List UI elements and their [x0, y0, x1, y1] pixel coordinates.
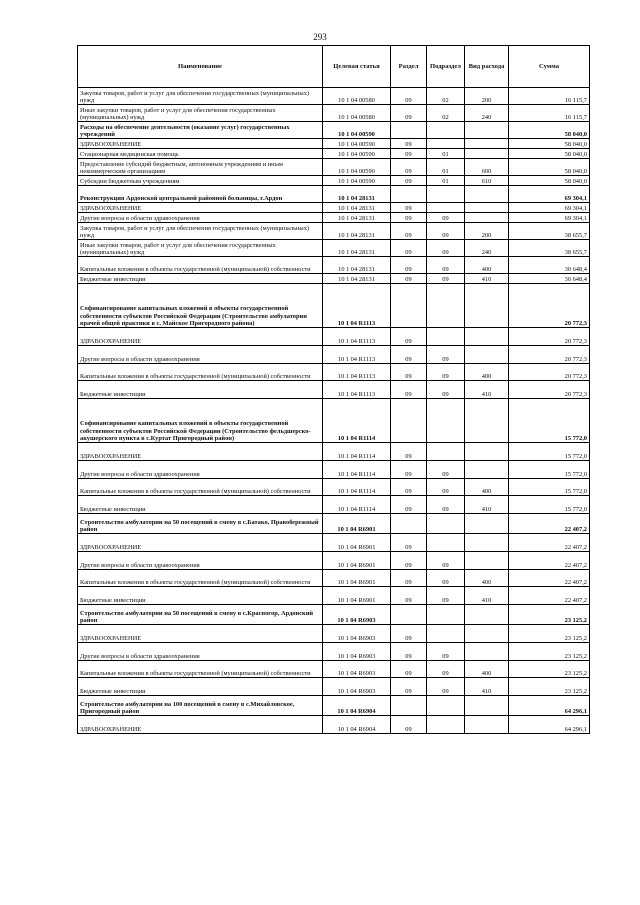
row-sum: 23 125,2 [509, 678, 590, 696]
table-row [78, 105, 590, 122]
table-row [78, 223, 590, 240]
row-target-article: 10 1 04 28131 [323, 203, 391, 213]
column-header-sum: Сумма [509, 46, 590, 88]
row-subsection: 09 [427, 364, 465, 381]
row-sum: 15 772,0 [509, 399, 590, 443]
table-row [78, 479, 590, 496]
row-name: Капитальные вложения в объекты государственной (муниципальной) собственности [78, 364, 323, 381]
column-header-target-article: Целевая статья [323, 46, 391, 88]
row-expense-type [465, 399, 509, 443]
row-name: Капитальные вложения в объекты государственной (муниципальной) собственности [78, 661, 323, 678]
row-sum: 16 115,7 [509, 88, 590, 105]
row-expense-type [465, 284, 509, 328]
table-row [78, 552, 590, 570]
row-name: Капитальные вложения в объекты государственной (муниципальной) собственности [78, 570, 323, 587]
row-section: 09 [391, 139, 427, 149]
row-target-article: 10 1 04 R1113 [323, 346, 391, 364]
row-subsection [427, 696, 465, 716]
row-target-article: 10 1 04 R6904 [323, 716, 391, 734]
row-expense-type: 240 [465, 240, 509, 257]
table-row [78, 139, 590, 149]
row-target-article: 10 1 04 R1114 [323, 496, 391, 514]
table-row [78, 159, 590, 176]
row-section [391, 605, 427, 625]
row-name: ЗДРАВООХРАНЕНИЕ [78, 139, 323, 149]
table-row [78, 176, 590, 186]
row-target-article: 10 1 04 00590 [323, 122, 391, 139]
row-name: Строительство амбулатории на 50 посещений в смену в с.Батако, Правобережный район [78, 514, 323, 534]
row-subsection: 09 [427, 346, 465, 364]
row-sum: 22 407,2 [509, 570, 590, 587]
row-name: ЗДРАВООХРАНЕНИЕ [78, 716, 323, 734]
row-target-article: 10 1 04 28131 [323, 186, 391, 203]
row-section: 09 [391, 661, 427, 678]
row-section: 09 [391, 364, 427, 381]
row-target-article: 10 1 04 R1113 [323, 284, 391, 328]
row-expense-type: 400 [465, 661, 509, 678]
row-expense-type: 400 [465, 570, 509, 587]
row-expense-type [465, 534, 509, 552]
row-subsection [427, 534, 465, 552]
row-section: 09 [391, 479, 427, 496]
row-target-article: 10 1 04 R1113 [323, 381, 391, 399]
row-section: 09 [391, 496, 427, 514]
row-name: Бюджетные инвестиции [78, 381, 323, 399]
row-target-article: 10 1 04 R6903 [323, 643, 391, 661]
row-expense-type: 410 [465, 678, 509, 696]
row-expense-type: 410 [465, 587, 509, 605]
row-subsection [427, 284, 465, 328]
row-section: 09 [391, 570, 427, 587]
row-sum: 23 125,2 [509, 625, 590, 643]
row-subsection: 09 [427, 223, 465, 240]
row-expense-type [465, 328, 509, 346]
row-subsection [427, 625, 465, 643]
row-name: Другие вопросы в области здравоохранения [78, 643, 323, 661]
row-subsection [427, 203, 465, 213]
row-expense-type: 410 [465, 496, 509, 514]
row-expense-type [465, 213, 509, 223]
row-expense-type [465, 514, 509, 534]
row-expense-type [465, 716, 509, 734]
row-expense-type [465, 186, 509, 203]
row-sum: 30 648,4 [509, 274, 590, 284]
row-sum: 23 125,2 [509, 605, 590, 625]
row-expense-type [465, 203, 509, 213]
row-subsection: 09 [427, 257, 465, 274]
row-target-article: 10 1 04 R1113 [323, 328, 391, 346]
table-row [78, 203, 590, 213]
row-section: 09 [391, 274, 427, 284]
row-target-article: 10 1 04 R6903 [323, 625, 391, 643]
row-name: Закупка товаров, работ и услуг для обеспечения государственных (муниципальных) нужд [78, 223, 323, 240]
table-row [78, 625, 590, 643]
row-target-article: 10 1 04 00590 [323, 159, 391, 176]
row-section [391, 399, 427, 443]
row-section: 09 [391, 381, 427, 399]
row-target-article: 10 1 04 R1114 [323, 399, 391, 443]
row-section: 09 [391, 534, 427, 552]
row-name: ЗДРАВООХРАНЕНИЕ [78, 203, 323, 213]
row-name: Другие вопросы в области здравоохранения [78, 552, 323, 570]
row-name: Реконструкция Ардонской центральной районной больницы, г.Ардон [78, 186, 323, 203]
row-target-article: 10 1 04 R1114 [323, 479, 391, 496]
row-target-article: 10 1 04 R1113 [323, 364, 391, 381]
row-name: ЗДРАВООХРАНЕНИЕ [78, 534, 323, 552]
row-section: 09 [391, 88, 427, 105]
row-sum: 64 296,1 [509, 716, 590, 734]
row-expense-type [465, 643, 509, 661]
row-name: ЗДРАВООХРАНЕНИЕ [78, 625, 323, 643]
row-target-article: 10 1 04 R1114 [323, 461, 391, 479]
row-name: Субсидии бюджетным учреждениям [78, 176, 323, 186]
row-target-article: 10 1 04 00580 [323, 105, 391, 122]
row-expense-type: 410 [465, 381, 509, 399]
row-subsection [427, 605, 465, 625]
row-sum: 58 040,0 [509, 149, 590, 159]
row-sum: 15 772,0 [509, 443, 590, 461]
row-subsection: 09 [427, 240, 465, 257]
row-sum: 20 772,3 [509, 381, 590, 399]
row-target-article: 10 1 04 00590 [323, 139, 391, 149]
row-sum: 64 296,1 [509, 696, 590, 716]
row-section: 09 [391, 643, 427, 661]
row-name: Другие вопросы в области здравоохранения [78, 213, 323, 223]
page-number: 293 [313, 32, 327, 42]
row-section: 09 [391, 105, 427, 122]
row-subsection [427, 186, 465, 203]
row-target-article: 10 1 04 28131 [323, 213, 391, 223]
row-target-article: 10 1 04 00580 [323, 88, 391, 105]
row-sum: 22 407,2 [509, 587, 590, 605]
row-section: 09 [391, 625, 427, 643]
row-subsection [427, 122, 465, 139]
row-name: Капитальные вложения в объекты государственной (муниципальной) собственности [78, 257, 323, 274]
row-section: 09 [391, 443, 427, 461]
column-header-name: Наименование [78, 46, 323, 88]
row-target-article: 10 1 04 R6901 [323, 570, 391, 587]
row-expense-type: 610 [465, 176, 509, 186]
row-subsection: 09 [427, 381, 465, 399]
row-sum: 15 772,0 [509, 479, 590, 496]
table-header-row [78, 46, 590, 88]
row-sum: 23 125,2 [509, 643, 590, 661]
table-row [78, 381, 590, 399]
row-section: 09 [391, 346, 427, 364]
row-expense-type [465, 696, 509, 716]
row-sum: 38 655,7 [509, 223, 590, 240]
row-expense-type: 240 [465, 105, 509, 122]
row-sum: 69 304,1 [509, 186, 590, 203]
row-sum: 30 648,4 [509, 257, 590, 274]
row-name: Другие вопросы в области здравоохранения [78, 461, 323, 479]
table-row [78, 716, 590, 734]
row-name: Капитальные вложения в объекты государственной (муниципальной) собственности [78, 479, 323, 496]
row-subsection: 02 [427, 105, 465, 122]
row-sum: 20 772,3 [509, 328, 590, 346]
row-section: 09 [391, 461, 427, 479]
row-name: ЗДРАВООХРАНЕНИЕ [78, 443, 323, 461]
row-target-article: 10 1 04 R6901 [323, 552, 391, 570]
row-subsection: 09 [427, 461, 465, 479]
row-subsection [427, 514, 465, 534]
row-section: 09 [391, 257, 427, 274]
row-subsection: 09 [427, 496, 465, 514]
row-subsection [427, 443, 465, 461]
row-name: Бюджетные инвестиции [78, 678, 323, 696]
row-sum: 22 407,2 [509, 514, 590, 534]
table-row [78, 88, 590, 105]
table-row [78, 570, 590, 587]
row-section: 09 [391, 240, 427, 257]
row-subsection: 02 [427, 88, 465, 105]
table-row [78, 346, 590, 364]
row-target-article: 10 1 04 R6903 [323, 661, 391, 678]
row-subsection: 01 [427, 159, 465, 176]
row-section [391, 284, 427, 328]
row-subsection: 09 [427, 570, 465, 587]
row-expense-type: 410 [465, 274, 509, 284]
table-row [78, 514, 590, 534]
row-sum: 22 407,2 [509, 534, 590, 552]
column-header-section: Раздел [391, 46, 427, 88]
column-header-subsection: Подраздел [427, 46, 465, 88]
row-section: 09 [391, 149, 427, 159]
table-row [78, 328, 590, 346]
row-name: Бюджетные инвестиции [78, 587, 323, 605]
row-expense-type: 400 [465, 257, 509, 274]
row-sum: 20 772,3 [509, 346, 590, 364]
row-subsection: 09 [427, 643, 465, 661]
row-subsection [427, 328, 465, 346]
row-sum: 58 040,0 [509, 159, 590, 176]
table-row [78, 443, 590, 461]
table-row [78, 213, 590, 223]
row-subsection: 09 [427, 678, 465, 696]
row-target-article: 10 1 04 R6904 [323, 696, 391, 716]
row-sum: 16 115,7 [509, 105, 590, 122]
row-sum: 20 772,3 [509, 284, 590, 328]
budget-table [77, 45, 590, 734]
row-target-article: 10 1 04 R1114 [323, 443, 391, 461]
row-target-article: 10 1 04 28131 [323, 257, 391, 274]
table-row [78, 496, 590, 514]
row-subsection: 09 [427, 552, 465, 570]
row-section: 09 [391, 203, 427, 213]
row-section: 09 [391, 159, 427, 176]
row-target-article: 10 1 04 R6901 [323, 514, 391, 534]
row-name: Стационарная медицинская помощь [78, 149, 323, 159]
table-row [78, 257, 590, 274]
row-expense-type: 400 [465, 364, 509, 381]
row-section: 09 [391, 552, 427, 570]
row-subsection: 09 [427, 213, 465, 223]
row-name: Строительство амбулатории на 50 посещений в смену в с.Красногор, Ардонский район [78, 605, 323, 625]
row-sum: 58 040,0 [509, 139, 590, 149]
row-section: 09 [391, 213, 427, 223]
row-name: Иные закупки товаров, работ и услуг для обеспечения государственных (муниципальных) нужд [78, 240, 323, 257]
row-section: 09 [391, 176, 427, 186]
row-subsection: 09 [427, 587, 465, 605]
table-row [78, 643, 590, 661]
row-target-article: 10 1 04 28131 [323, 240, 391, 257]
row-section [391, 186, 427, 203]
row-expense-type: 200 [465, 223, 509, 240]
row-subsection: 09 [427, 479, 465, 496]
row-name: Софинансирование капитальных вложений в объекты государственной собственности субъектов Российской Федерации (Строительство амбулатории врачей общей практики в с. Майское Пригородного района) [78, 284, 323, 328]
table-row [78, 678, 590, 696]
row-expense-type [465, 139, 509, 149]
row-target-article: 10 1 04 R6901 [323, 534, 391, 552]
row-section: 09 [391, 328, 427, 346]
row-subsection [427, 716, 465, 734]
row-sum: 15 772,0 [509, 496, 590, 514]
table-row [78, 661, 590, 678]
row-section [391, 122, 427, 139]
row-name: Расходы на обеспечение деятельности (оказание услуг) государственных учреждений [78, 122, 323, 139]
row-sum: 20 772,3 [509, 364, 590, 381]
row-name: Иные закупки товаров, работ и услуг для обеспечения государственных (муниципальных) нужд [78, 105, 323, 122]
row-expense-type: 600 [465, 159, 509, 176]
table-row [78, 587, 590, 605]
row-subsection: 01 [427, 149, 465, 159]
column-header-expense-type: Вид расхода [465, 46, 509, 88]
row-section: 09 [391, 223, 427, 240]
row-name: Бюджетные инвестиции [78, 496, 323, 514]
row-name: Закупка товаров, работ и услуг для обеспечения государственных (муниципальных) нужд [78, 88, 323, 105]
row-expense-type [465, 605, 509, 625]
table-row [78, 274, 590, 284]
row-subsection: 01 [427, 176, 465, 186]
row-section [391, 696, 427, 716]
row-sum: 58 040,0 [509, 176, 590, 186]
row-sum: 15 772,0 [509, 461, 590, 479]
table-row [78, 284, 590, 328]
row-name: Другие вопросы в области здравоохранения [78, 346, 323, 364]
row-target-article: 10 1 04 28131 [323, 274, 391, 284]
row-expense-type [465, 625, 509, 643]
row-name: Софинансирование капитальных вложений в объекты государственной собственности субъектов Российской Федерации (Строительство фельдшерско-акушерского пункта в с.Куртат Пригородный район) [78, 399, 323, 443]
row-subsection: 09 [427, 274, 465, 284]
table-row [78, 122, 590, 139]
row-target-article: 10 1 04 28131 [323, 223, 391, 240]
row-sum: 58 040,0 [509, 122, 590, 139]
row-expense-type [465, 552, 509, 570]
row-expense-type [465, 149, 509, 159]
row-target-article: 10 1 04 R6901 [323, 587, 391, 605]
row-subsection: 09 [427, 661, 465, 678]
row-sum: 69 304,1 [509, 213, 590, 223]
row-section: 09 [391, 678, 427, 696]
row-expense-type: 200 [465, 88, 509, 105]
row-name: Бюджетные инвестиции [78, 274, 323, 284]
table-row [78, 364, 590, 381]
row-subsection [427, 139, 465, 149]
row-expense-type [465, 443, 509, 461]
table-row [78, 461, 590, 479]
row-name: Предоставление субсидий бюджетным, автономным учреждениям и иным некоммерческим организациям [78, 159, 323, 176]
row-target-article: 10 1 04 R6903 [323, 605, 391, 625]
row-sum: 69 304,1 [509, 203, 590, 213]
table-row [78, 534, 590, 552]
row-sum: 22 407,2 [509, 552, 590, 570]
table-row [78, 149, 590, 159]
row-expense-type [465, 461, 509, 479]
row-expense-type: 400 [465, 479, 509, 496]
row-target-article: 10 1 04 00590 [323, 176, 391, 186]
row-expense-type [465, 122, 509, 139]
row-section: 09 [391, 587, 427, 605]
row-target-article: 10 1 04 00590 [323, 149, 391, 159]
row-expense-type [465, 346, 509, 364]
table-row [78, 240, 590, 257]
table-row [78, 605, 590, 625]
table-row [78, 186, 590, 203]
row-sum: 38 655,7 [509, 240, 590, 257]
table-row [78, 399, 590, 443]
row-subsection [427, 399, 465, 443]
row-target-article: 10 1 04 R6903 [323, 678, 391, 696]
row-name: Строительство амбулатории на 100 посещений в смену в с.Михайловское, Пригородный район [78, 696, 323, 716]
row-section [391, 514, 427, 534]
row-name: ЗДРАВООХРАНЕНИЕ [78, 328, 323, 346]
row-sum: 23 125,2 [509, 661, 590, 678]
table-row [78, 696, 590, 716]
row-section: 09 [391, 716, 427, 734]
